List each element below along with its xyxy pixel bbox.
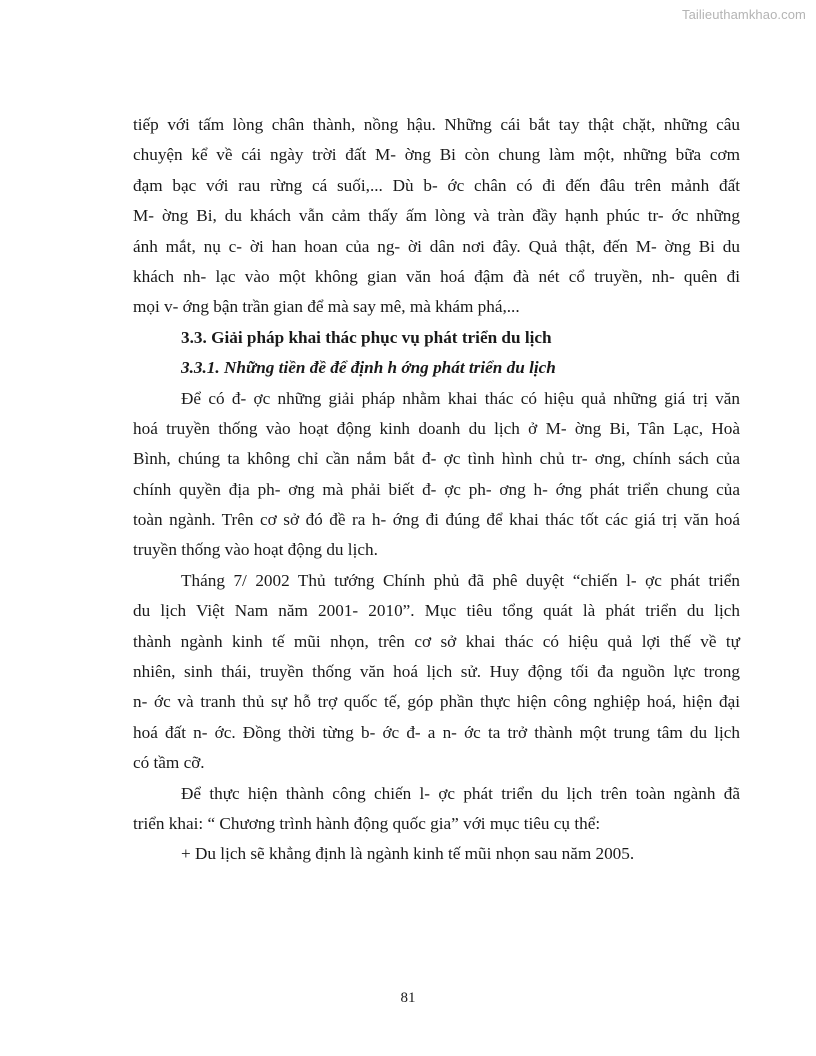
text-line: Để có đ- ợc những giải pháp nhằm khai thác có hiệu quả những giá trị văn bbox=[181, 388, 740, 408]
text-line: ánh mắt, nụ c- ời han hoan của ng- ời dân nơi đây. Quả thật, đến M- ờng Bi du bbox=[133, 236, 740, 256]
text-line: có tầm cỡ. bbox=[133, 753, 205, 773]
text-line: khách nh- lạc vào một không gian văn hoá đậm đà nét cổ truyền, nh- quên đi bbox=[133, 266, 740, 286]
text-line: chính quyền địa ph- ơng mà phải biết đ- ợc ph- ơng h- ớng phát triển chung của bbox=[133, 479, 740, 499]
section-heading: 3.3. Giải pháp khai thác phục vụ phát triển du lịch bbox=[181, 327, 552, 347]
text-line: tiếp với tấm lòng chân thành, nồng hậu. Những cái bắt tay thật chặt, những câu bbox=[133, 115, 740, 134]
watermark: Tailieuthamkhao.com bbox=[681, 7, 806, 22]
text-line: triển khai: “ Chương trình hành động quốc gia” với mục tiêu cụ thể: bbox=[133, 813, 601, 833]
page-number: 81 bbox=[400, 990, 416, 1006]
text-line: nhiên, sinh thái, truyền thống văn hoá lịch sử. Huy động tối đa nguồn lực trong bbox=[133, 662, 740, 682]
text-line: đạm bạc với rau rừng cá suối,... Dù b- ớc chân có đi đến đâu trên mảnh đất bbox=[133, 175, 740, 195]
text-line: chuyện kể về cái ngày trời đất M- ờng Bi còn chung làm một, những bữa cơm bbox=[133, 145, 740, 165]
text-line: truyền thống vào hoạt động du lịch. bbox=[133, 540, 378, 560]
text-line: mọi v- ớng bận trần gian để mà say mê, mà khám phá,... bbox=[133, 297, 520, 317]
text-line: toàn ngành. Trên cơ sở đó đề ra h- ớng đi đúng để khai thác tốt các giá trị văn hoá bbox=[133, 510, 740, 530]
subsection-heading: 3.3.1. Những tiền đề để định h ớng phát triển du lịch bbox=[181, 358, 556, 378]
text-line: hoá đất n- ớc. Đồng thời từng b- ớc đ- a n- ớc ta trở thành một trung tâm du lịch bbox=[133, 722, 740, 742]
text-line: thành ngành kinh tế mũi nhọn, trên cơ sở khai thác có hiệu quả lợi thế về tự bbox=[133, 631, 740, 651]
text-line: n- ớc và tranh thủ sự hỗ trợ quốc tế, góp phần thực hiện công nghiệp hoá, hiện đại bbox=[133, 692, 740, 712]
text-line: hoá truyền thống vào hoạt động kinh doanh du lịch ở M- ờng Bi, Tân Lạc, Hoà bbox=[133, 418, 740, 438]
text-line: Bình, chúng ta không chỉ cần nắm bắt đ- ợc tình hình chủ tr- ơng, chính sách của bbox=[133, 449, 740, 469]
list-item: + Du lịch sẽ khẳng định là ngành kinh tế mũi nhọn sau năm 2005. bbox=[181, 844, 635, 864]
text-line: M- ờng Bi, du khách vẫn cảm thấy ấm lòng và tràn đầy hạnh phúc tr- ớc những bbox=[133, 206, 740, 226]
text-line: Tháng 7/ 2002 Thủ tướng Chính phủ đã phê duyệt “chiến l- ợc phát triển bbox=[181, 570, 740, 590]
text-line: Để thực hiện thành công chiến l- ợc phát triển du lịch trên toàn ngành đã bbox=[181, 783, 740, 803]
document-body bbox=[133, 110, 740, 870]
text-line: du lịch Việt Nam năm 2001- 2010”. Mục tiêu tổng quát là phát triển du lịch bbox=[133, 601, 740, 621]
